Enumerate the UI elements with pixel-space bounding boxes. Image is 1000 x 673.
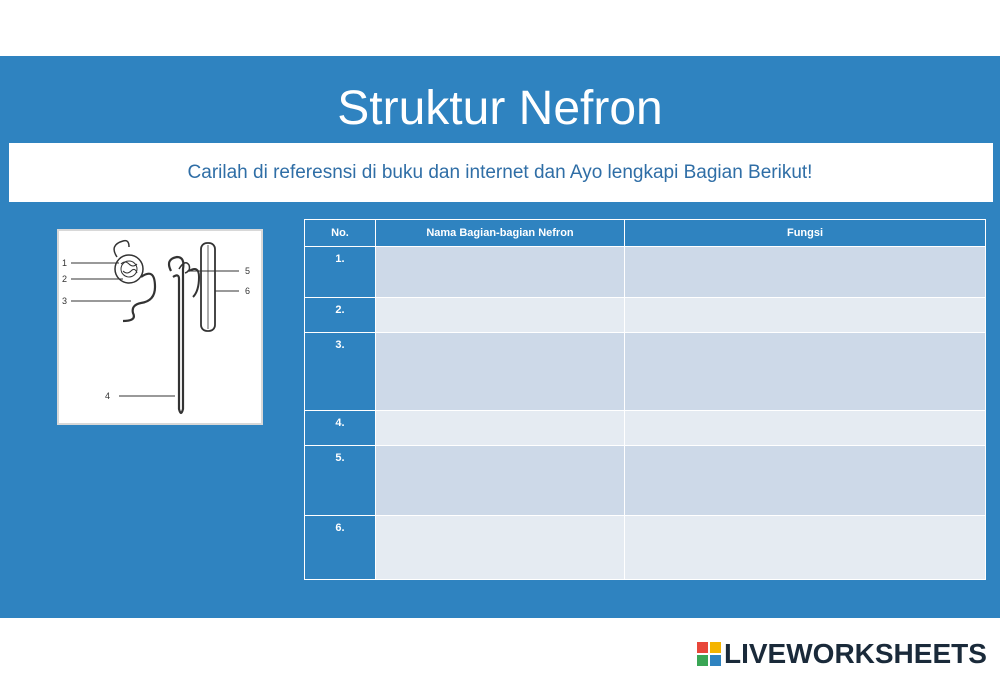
label-6: 6 <box>245 286 251 296</box>
table-row <box>305 516 986 580</box>
nama-input-1[interactable] <box>376 247 625 298</box>
table-row <box>305 298 986 333</box>
row-number: 5. <box>305 446 376 516</box>
liveworksheets-logo <box>697 638 987 670</box>
label-4: 4 <box>105 391 111 401</box>
nephron-diagram <box>57 229 263 425</box>
row-number: 1. <box>305 247 376 298</box>
fungsi-input-2[interactable] <box>625 298 986 333</box>
fungsi-input-6[interactable] <box>625 516 986 580</box>
row-number: 4. <box>305 411 376 446</box>
label-2: 2 <box>62 274 68 284</box>
table-header-row <box>305 220 986 247</box>
instruction-text: Carilah di referesnsi di buku dan internet dan Ayo lengkapi Bagian Berikut! <box>187 162 813 183</box>
nephron-table <box>304 219 986 580</box>
fungsi-input-1[interactable] <box>625 247 986 298</box>
nephron-diagram-svg <box>59 231 261 423</box>
row-number: 2. <box>305 298 376 333</box>
fungsi-input-4[interactable] <box>625 411 986 446</box>
row-number: 3. <box>305 333 376 411</box>
nama-input-3[interactable] <box>376 333 625 411</box>
nama-input-4[interactable] <box>376 411 625 446</box>
header-nama: Nama Bagian-bagian Nefron <box>376 220 625 247</box>
table-row <box>305 411 986 446</box>
nama-input-2[interactable] <box>376 298 625 333</box>
header-no: No. <box>305 220 376 247</box>
fungsi-input-3[interactable] <box>625 333 986 411</box>
header-fungsi: Fungsi <box>625 220 986 247</box>
page-title: Struktur Nefron <box>337 82 663 135</box>
row-number: 6. <box>305 516 376 580</box>
fungsi-input-5[interactable] <box>625 446 986 516</box>
label-5: 5 <box>245 266 251 276</box>
table-row <box>305 247 986 298</box>
brand-name: LIVEWORKSHEETS <box>724 638 987 669</box>
nama-input-5[interactable] <box>376 446 625 516</box>
label-3: 3 <box>62 296 68 306</box>
table-row <box>305 446 986 516</box>
logo-mark-icon <box>697 642 721 666</box>
label-1: 1 <box>62 258 68 268</box>
table-row <box>305 333 986 411</box>
nama-input-6[interactable] <box>376 516 625 580</box>
